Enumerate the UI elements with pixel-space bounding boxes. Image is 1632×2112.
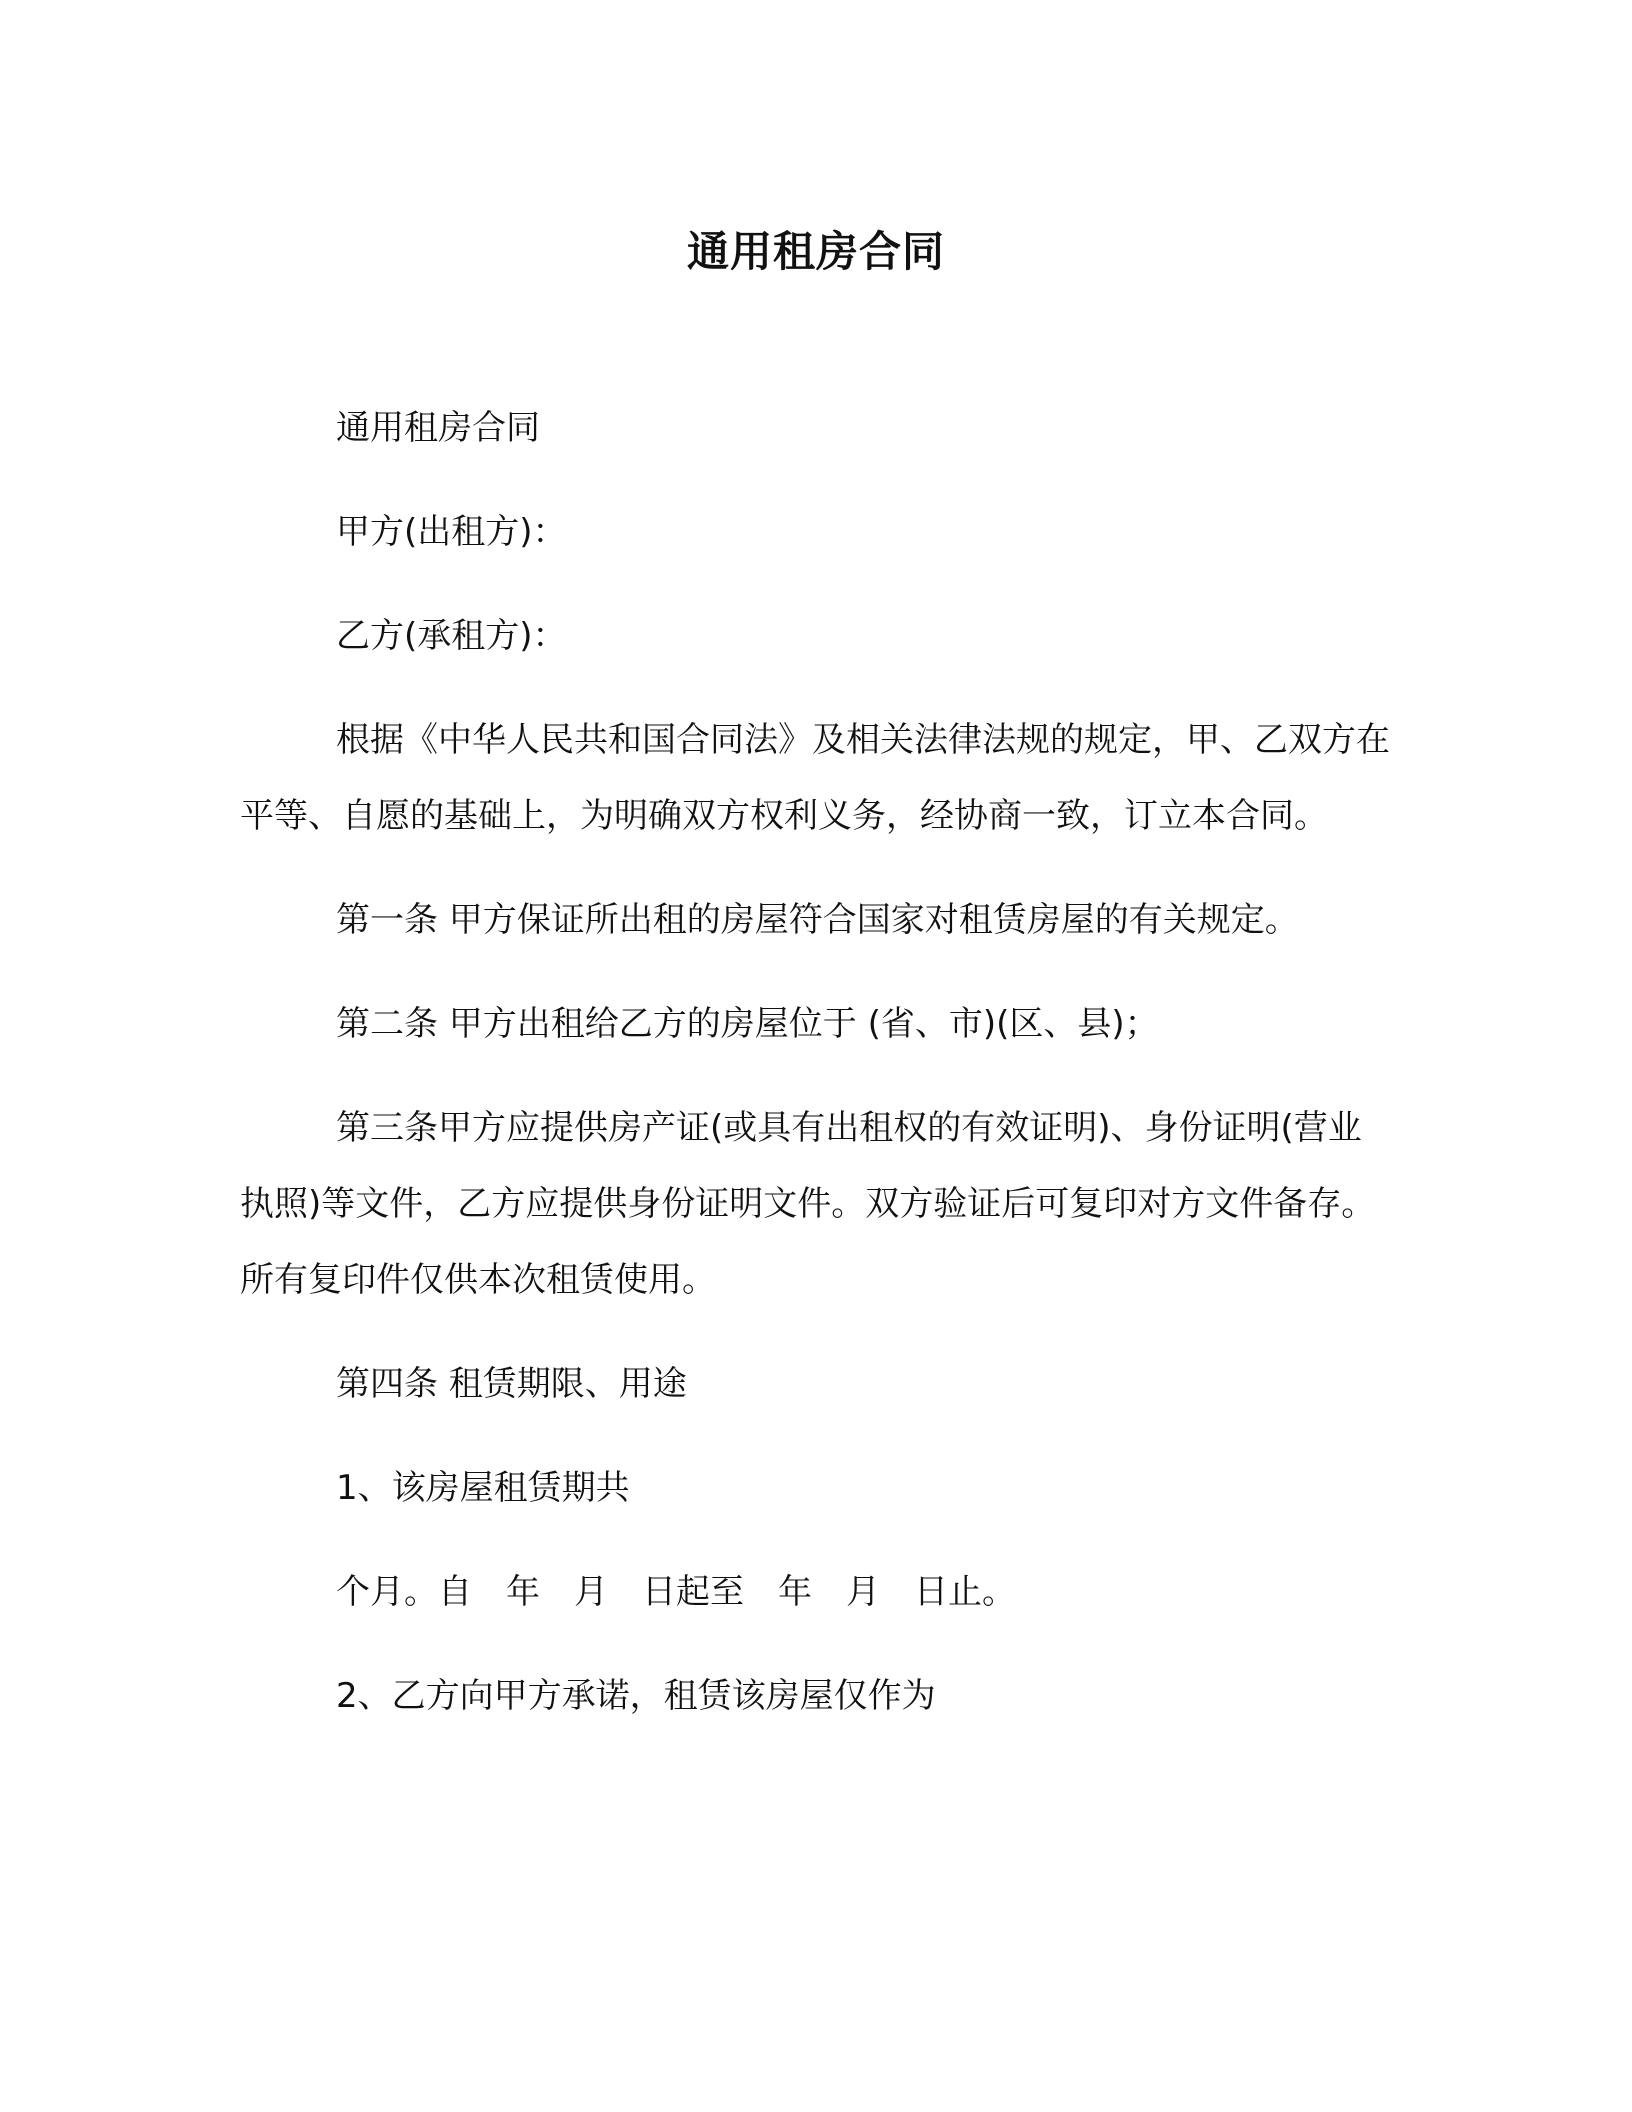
paragraph-item-1: 1、该房屋租赁期共 <box>336 1468 630 1508</box>
paragraph-article-4: 第四条 租赁期限、用途 <box>336 1364 687 1404</box>
document-title: 通用租房合同 <box>686 227 945 276</box>
paragraph-heading: 通用租房合同 <box>336 408 540 448</box>
paragraph-article-1: 第一条 甲方保证所出租的房屋符合国家对租赁房屋的有关规定。 <box>336 900 1299 940</box>
paragraph-lease-dates: 个月。自 年 月 日起至 年 月 日止。 <box>336 1572 1016 1612</box>
paragraph-party-a: 甲方(出租方)： <box>336 512 567 552</box>
paragraph-preamble: 根据《中华人民共和国合同法》及相关法律法规的规定，甲、乙双方在平等、自愿的基础上，为明确双方权利义务，经协商一致，订立本合同。 <box>240 720 1390 836</box>
document-body <box>240 390 1390 1762</box>
paragraph-item-2: 2、乙方向甲方承诺，租赁该房屋仅作为 <box>336 1676 936 1716</box>
paragraph-article-2: 第二条 甲方出租给乙方的房屋位于 (省、市)(区、县)； <box>336 1004 1159 1044</box>
paragraph-party-b: 乙方(承租方)： <box>336 616 567 656</box>
paragraph-article-3: 第三条甲方应提供房产证(或具有出租权的有效证明)、身份证明(营业执照)等文件，乙方应提供身份证明文件。双方验证后可复印对方文件备存。所有复印件仅供本次租赁使用。 <box>240 1108 1376 1300</box>
